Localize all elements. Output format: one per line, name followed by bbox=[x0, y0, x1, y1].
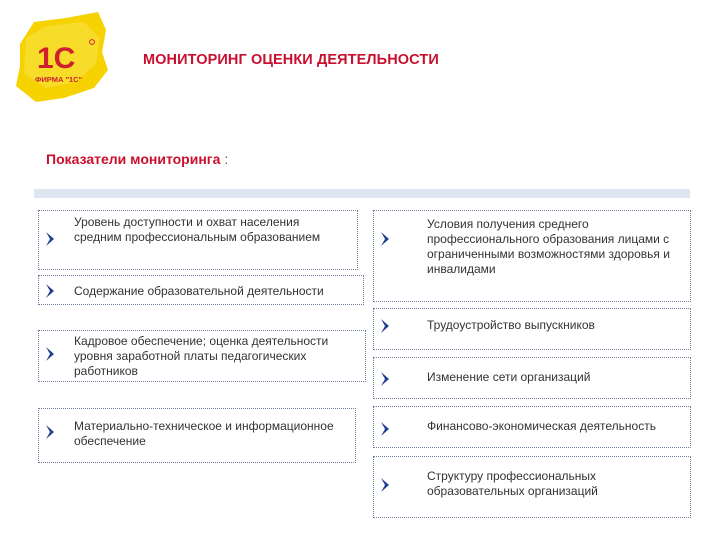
indicator-line: Изменение сети организаций bbox=[427, 370, 591, 384]
page-title: МОНИТОРИНГ ОЦЕНКИ ДЕЯТЕЛЬНОСТИ bbox=[143, 52, 439, 68]
section-title bbox=[46, 151, 228, 167]
indicator-line: Уровень доступности и охват населения bbox=[74, 215, 300, 229]
indicator-line: Материально-техническое и информационное bbox=[74, 419, 334, 433]
chevron-right-icon bbox=[44, 283, 56, 299]
indicator-card-network bbox=[373, 357, 691, 399]
chevron-right-icon bbox=[379, 318, 391, 334]
chevron-right-icon bbox=[379, 421, 391, 437]
indicator-line: работников bbox=[74, 364, 138, 378]
chevron-right-icon bbox=[379, 231, 391, 247]
logo-caption: ФИРМА "1С" bbox=[35, 75, 83, 84]
chevron-right-icon bbox=[379, 477, 391, 493]
indicator-line: образовательных организаций bbox=[427, 484, 598, 498]
indicator-line: Кадровое обеспечение; оценка деятельности bbox=[74, 334, 329, 348]
logo-mark-text: 1С bbox=[37, 42, 76, 75]
chevron-right-icon bbox=[44, 346, 56, 362]
indicator-line: Финансово-экономическая деятельность bbox=[427, 419, 656, 433]
indicator-card-structure bbox=[373, 456, 691, 518]
indicator-line: Трудоустройство выпускников bbox=[427, 318, 595, 332]
indicator-card-content bbox=[38, 275, 364, 305]
indicator-line: Содержание образовательной деятельности bbox=[74, 284, 324, 298]
chevron-right-icon bbox=[44, 424, 56, 440]
indicator-card-finance bbox=[373, 406, 691, 448]
indicator-line: Структуру профессиональных bbox=[427, 469, 597, 483]
indicator-line: уровня заработной платы педагогических bbox=[74, 349, 307, 363]
indicator-card-access bbox=[38, 210, 358, 270]
indicator-card-employment bbox=[373, 308, 691, 350]
indicator-line: профессионального образования лицами с bbox=[427, 232, 670, 246]
indicator-line: инвалидами bbox=[427, 262, 496, 276]
indicator-card-facilities bbox=[38, 408, 356, 463]
section-title-text: Показатели мониторинга bbox=[46, 151, 221, 167]
1c-logo bbox=[6, 8, 112, 108]
indicator-line: Условия получения среднего bbox=[427, 217, 589, 231]
indicator-line: обеспечение bbox=[74, 434, 146, 448]
chevron-right-icon bbox=[379, 371, 391, 387]
header-band bbox=[34, 189, 690, 198]
indicator-line: ограниченными возможностями здоровья и bbox=[427, 247, 670, 261]
indicator-line: средним профессиональным образованием bbox=[74, 230, 321, 244]
indicator-card-conditions bbox=[373, 210, 691, 302]
section-title-colon: : bbox=[224, 151, 229, 167]
indicator-card-staff bbox=[38, 330, 366, 382]
chevron-right-icon bbox=[44, 231, 56, 247]
